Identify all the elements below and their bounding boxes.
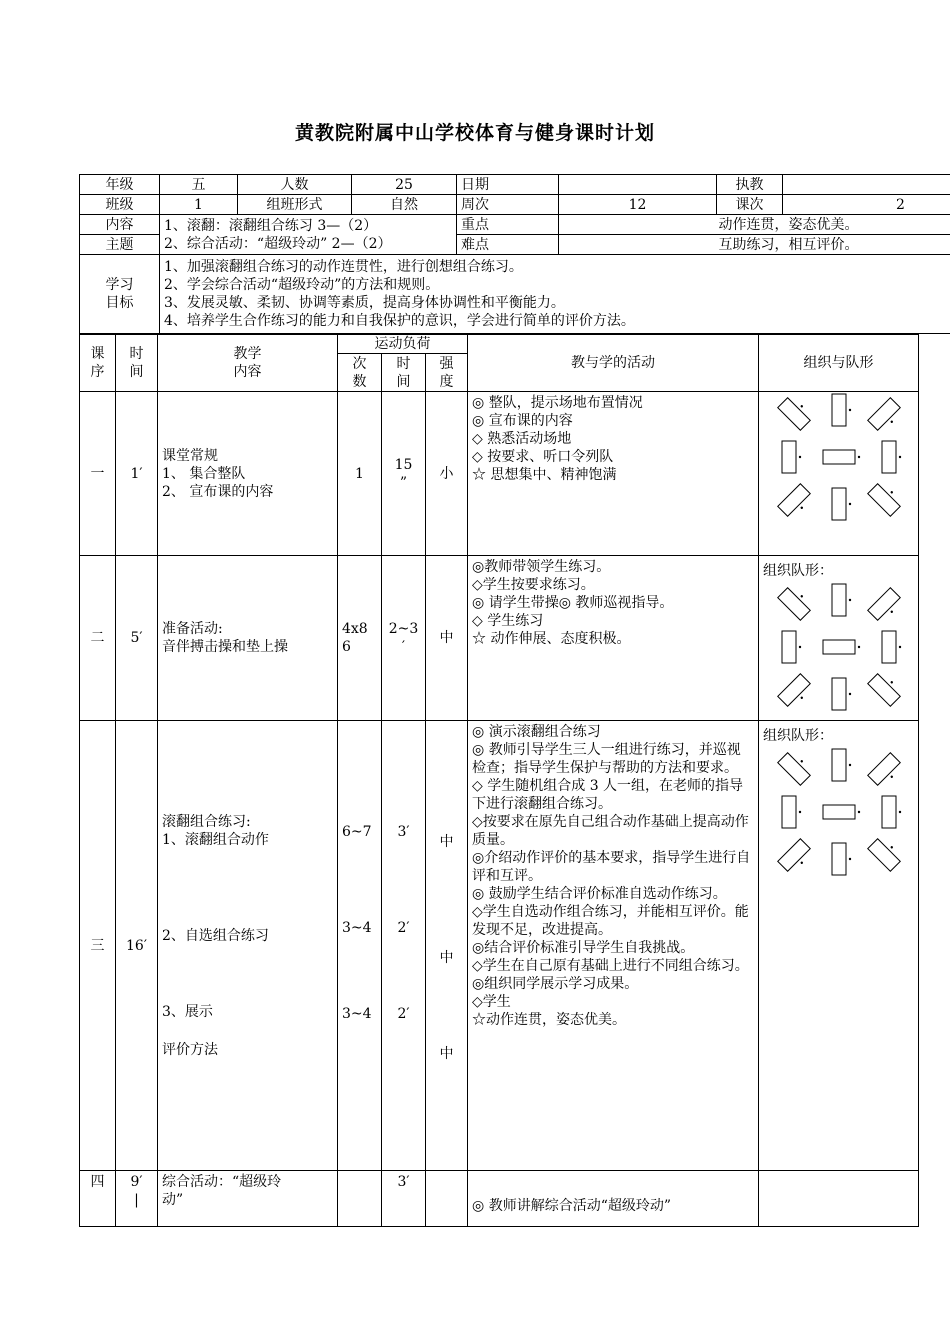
col-content-1: 教学 <box>233 346 262 362</box>
col-seq-2: 序 <box>90 364 105 380</box>
activity-item: ◇ 熟悉活动场地 <box>472 431 572 447</box>
mat-rect <box>823 805 855 819</box>
mat-rect <box>778 588 811 621</box>
count-label: 人数 <box>238 175 352 195</box>
activity-item: ◎结合评价标准引导学生自我挑战。 <box>472 940 695 956</box>
activity-item: ◎ 教师讲解综合活动“超级玲动” <box>472 1197 672 1214</box>
activity-item: ◎ 请学生带操◎ 教师巡视指导。 <box>472 595 674 611</box>
student-dot <box>858 646 860 648</box>
student-dot <box>849 503 851 505</box>
mat-rect <box>868 839 901 872</box>
activity-item: ◎组织同学展示学习成果。 <box>472 976 639 992</box>
content-line: 3、展示 <box>162 1004 213 1020</box>
time-bar: | <box>134 1192 139 1208</box>
student-dot <box>800 760 803 763</box>
content-line: 2、 宣布课的内容 <box>162 483 274 500</box>
formation-diagram <box>769 747 909 877</box>
col-int-2: 度 <box>439 373 454 390</box>
mat-rect <box>832 488 846 520</box>
mat-top-left <box>778 394 814 430</box>
lesson-label: 课次 <box>717 195 783 215</box>
mat-rect <box>778 839 811 872</box>
activity-item: ☆动作连贯，姿态优美。 <box>472 1012 627 1028</box>
row-activities <box>468 721 759 1171</box>
goal-item: 3、发展灵敏、柔韧、协调等素质，提高身体协调性和平衡能力。 <box>164 295 565 311</box>
content-lines <box>160 215 457 255</box>
int-line: 中 <box>439 950 454 966</box>
key-label: 重点 <box>457 215 559 235</box>
table-row <box>80 721 919 1171</box>
goal-item: 1、加强滚翻组合练习的动作连贯性，进行创想组合练习。 <box>164 259 523 275</box>
mat-top <box>832 749 851 781</box>
class-label: 班级 <box>80 195 160 215</box>
mat-left <box>782 441 801 473</box>
lesson-info-table <box>79 174 950 334</box>
content-label: 内容 <box>80 215 160 235</box>
student-dot <box>849 409 851 411</box>
formation-slot <box>763 392 914 522</box>
student-dot <box>799 811 801 813</box>
activity-item: ◎ 教师引导学生三人一组进行练习，并巡视检查；指导学生保护与帮助的方法和要求。 <box>472 742 741 776</box>
mat-top-right <box>868 398 904 434</box>
grade-label: 年级 <box>80 175 160 195</box>
col-load: 运动负荷 <box>338 335 468 354</box>
mat-rect <box>832 843 846 875</box>
goals-list <box>160 255 950 334</box>
col-int <box>426 354 468 392</box>
mat-rect <box>882 441 896 473</box>
dur-line: ” <box>399 474 408 491</box>
mat-bottom <box>832 488 851 520</box>
mat-left <box>782 631 801 663</box>
student-dot <box>800 861 803 864</box>
date-label: 日期 <box>457 175 559 195</box>
row-org <box>759 721 919 1171</box>
formation-slot <box>763 582 914 712</box>
content-line: 动” <box>162 1192 184 1208</box>
formation-diagram <box>769 392 909 522</box>
activity-item: ◇学生 <box>472 994 511 1010</box>
difficulty-label: 难点 <box>457 235 559 255</box>
student-dot <box>849 764 851 766</box>
row-org <box>759 556 919 721</box>
activity-item: ◎ 演示滚翻组合练习 <box>472 724 601 740</box>
col-content-2: 内容 <box>233 364 262 380</box>
row-activities <box>468 556 759 721</box>
mat-rect <box>868 398 901 431</box>
student-dot <box>849 858 851 860</box>
mat-bottom-left <box>778 674 814 710</box>
mat-rect <box>823 640 855 654</box>
page-title: 黄教院附属中山学校体育与健身课时计划 <box>294 122 655 144</box>
student-dot <box>800 405 803 408</box>
teacher-value <box>783 175 950 195</box>
activity-item: ☆ 思想集中、精神饱满 <box>472 467 617 483</box>
dur-line: 2′ <box>397 920 410 936</box>
row-activities <box>468 392 759 556</box>
row-seq: 二 <box>80 556 116 721</box>
mat-top-left <box>778 749 814 785</box>
student-dot <box>890 420 893 423</box>
org-label: 组织队形： <box>763 563 834 579</box>
mat-right <box>882 441 901 473</box>
activity-item: ◎ 整队，提示场地布置情况 <box>472 395 643 411</box>
mat-bottom-left <box>778 484 814 520</box>
goal-label <box>80 255 160 334</box>
col-dur-1: 时 <box>396 355 411 372</box>
col-times-2: 数 <box>352 373 367 390</box>
student-dot <box>799 456 801 458</box>
row-org <box>759 392 919 556</box>
mat-rect <box>868 674 901 707</box>
mat-top-left <box>778 584 814 620</box>
mat-rect <box>882 796 896 828</box>
activity-item: ◇ 学生随机组合成 3 人一组，在老师的指导下进行滚翻组合练习。 <box>472 778 744 812</box>
row-content <box>158 721 338 1171</box>
mat-top-right <box>868 753 904 789</box>
row-times <box>338 721 382 1171</box>
row-content <box>158 392 338 556</box>
student-dot <box>800 595 803 598</box>
student-dot <box>890 681 893 684</box>
goal-item: 4、培养学生合作练习的能力和自我保护的意识，学会进行简单的评价方法。 <box>164 313 635 329</box>
col-times-1: 次 <box>352 355 367 372</box>
mat-rect <box>832 749 846 781</box>
student-dot <box>899 811 901 813</box>
content-line: 评价方法 <box>162 1042 218 1058</box>
activity-item: ◇按要求在原先自己组合动作基础上提高动作质量。 <box>472 814 749 848</box>
mat-right <box>882 631 901 663</box>
org-label: 组织队形： <box>763 728 834 744</box>
activity-item: ◎介绍动作评价的基本要求，指导学生进行自评和互评。 <box>472 850 751 884</box>
formation-diagram <box>769 582 909 712</box>
row-org <box>759 1171 919 1227</box>
row-times <box>338 1171 382 1227</box>
mat-rect <box>868 588 901 621</box>
form-value: 自然 <box>352 195 457 215</box>
row-seq: 三 <box>80 721 116 1171</box>
mat-bottom-right <box>868 480 904 516</box>
col-time <box>116 335 158 392</box>
content-line: 综合活动：“超级玲 <box>162 1174 282 1190</box>
content-line: 2、自选组合练习 <box>162 928 269 944</box>
content-line: 1、滚翻组合动作 <box>162 832 269 848</box>
mat-center <box>823 805 860 819</box>
mat-top-right <box>868 588 904 624</box>
mat-rect <box>782 796 796 828</box>
times-line: 3~4 <box>342 1006 372 1022</box>
table-row <box>80 556 919 721</box>
student-dot <box>890 491 893 494</box>
row-content <box>158 1171 338 1227</box>
col-time-2: 间 <box>129 364 144 380</box>
mat-rect <box>868 753 901 786</box>
activity-item: ◇学生自选动作组合练习，并能相互评价。能发现不足，改进提高。 <box>472 904 749 938</box>
col-activity: 教与学的活动 <box>468 335 759 392</box>
activity-item: ◎ 鼓励学生结合评价标准自选动作练习。 <box>472 886 727 902</box>
mat-bottom-left <box>778 839 814 875</box>
row-seq: 四 <box>80 1171 116 1227</box>
dur-line: ′ <box>401 639 406 655</box>
student-dot <box>800 506 803 509</box>
dur-line: 3′ <box>397 824 410 840</box>
mat-rect <box>778 484 811 517</box>
time-line: 9′ <box>130 1174 143 1190</box>
mat-rect <box>823 450 855 464</box>
mat-bottom <box>832 678 851 710</box>
row-intensity <box>426 721 468 1171</box>
student-dot <box>799 646 801 648</box>
week-value: 12 <box>559 195 717 215</box>
activity-item: ◇学生在自己原有基础上进行不同组合练习。 <box>472 958 749 974</box>
row-times: 4x8 6 <box>338 556 382 721</box>
activity-item: ◇ 按要求、听口令列队 <box>472 449 614 465</box>
goal-label-1: 学习 <box>105 277 134 293</box>
row-dur <box>382 556 426 721</box>
student-dot <box>890 775 893 778</box>
row-activities <box>468 1171 759 1227</box>
lesson-plan-table <box>79 334 919 1227</box>
mat-bottom <box>832 843 851 875</box>
key-value: 动作连贯，姿态优美。 <box>559 215 950 235</box>
row-intensity: 中 <box>426 556 468 721</box>
row-time: 1′ <box>116 392 158 556</box>
week-label: 周次 <box>457 195 559 215</box>
mat-center <box>823 450 860 464</box>
count-value: 25 <box>352 175 457 195</box>
student-dot <box>849 599 851 601</box>
mat-rect <box>782 441 796 473</box>
mat-rect <box>832 584 846 616</box>
col-seq <box>80 335 116 392</box>
content-line-2: 2、综合活动：“超级玲动” 2—（2） <box>164 235 392 252</box>
dur-line: 2~3 <box>388 621 419 637</box>
mat-rect <box>778 674 811 707</box>
int-line: 中 <box>439 834 454 850</box>
row-time: 5′ <box>116 556 158 721</box>
lesson-value: 2 <box>783 195 950 215</box>
dur-line: 15 <box>394 456 413 473</box>
row-dur: 3′ <box>382 1171 426 1227</box>
goal-label-2: 目标 <box>105 295 134 311</box>
activity-item: ☆ 动作伸展、态度积极。 <box>472 631 631 647</box>
form-label: 组班形式 <box>238 195 352 215</box>
row-time: 16′ <box>116 721 158 1171</box>
mat-rect <box>832 678 846 710</box>
mat-rect <box>778 398 811 431</box>
student-dot <box>899 646 901 648</box>
row-time <box>116 1171 158 1227</box>
col-dur-2: 间 <box>396 373 411 390</box>
row-seq: 一 <box>80 392 116 556</box>
col-times <box>338 354 382 392</box>
activity-item: ◇学生按要求练习。 <box>472 577 595 593</box>
row-times: 1 <box>338 392 382 556</box>
mat-rect <box>782 631 796 663</box>
col-org: 组织与队形 <box>759 335 919 392</box>
mat-top <box>832 584 851 616</box>
student-dot <box>800 696 803 699</box>
activity-item: ◎ 宣布课的内容 <box>472 413 573 429</box>
mat-rect <box>778 753 811 786</box>
content-line: 音伴搏击操和垫上操 <box>162 639 288 655</box>
row-intensity: 小 <box>426 392 468 556</box>
content-line: 准备活动: <box>162 621 223 637</box>
times-line: 3~4 <box>342 920 372 936</box>
row-intensity <box>426 1171 468 1227</box>
content-line: 1、 集合整队 <box>162 465 246 482</box>
mat-left <box>782 796 801 828</box>
mat-bottom-right <box>868 670 904 706</box>
col-time-1: 时 <box>129 346 144 362</box>
topic-label: 主题 <box>80 235 160 255</box>
mat-rect <box>832 394 846 426</box>
class-value: 1 <box>160 195 238 215</box>
col-content <box>158 335 338 392</box>
row-dur <box>382 721 426 1171</box>
content-line: 滚翻组合练习: <box>162 814 251 830</box>
difficulty-value: 互助练习，相互评价。 <box>559 235 950 255</box>
formation-slot <box>763 747 914 877</box>
activity-item: ◇ 学生练习 <box>472 613 544 629</box>
student-dot <box>890 610 893 613</box>
col-int-1: 强 <box>439 355 454 372</box>
mat-rect <box>868 484 901 517</box>
mat-top <box>832 394 851 426</box>
dur-line: 2′ <box>397 1006 410 1022</box>
date-value <box>559 175 717 195</box>
mat-center <box>823 640 860 654</box>
row-content <box>158 556 338 721</box>
mat-bottom-right <box>868 835 904 871</box>
goal-item: 2、学会综合活动“超级玲动”的方法和规则。 <box>164 277 440 293</box>
mat-right <box>882 796 901 828</box>
content-line: 课堂常规 <box>162 447 218 464</box>
row-dur <box>382 392 426 556</box>
teacher-label: 执教 <box>717 175 783 195</box>
grade-value: 五 <box>160 175 238 195</box>
content-line-1: 1、滚翻：滚翻组合练习 3—（2） <box>164 217 378 234</box>
col-seq-1: 课 <box>90 346 105 362</box>
times-line: 6~7 <box>342 824 372 840</box>
table-row <box>80 1171 919 1227</box>
student-dot <box>858 811 860 813</box>
int-line: 中 <box>439 1046 454 1062</box>
table-row <box>80 392 919 556</box>
activity-item: ◎教师带领学生练习。 <box>472 559 611 575</box>
student-dot <box>890 846 893 849</box>
student-dot <box>899 456 901 458</box>
student-dot <box>858 456 860 458</box>
mat-rect <box>882 631 896 663</box>
student-dot <box>849 693 851 695</box>
col-dur <box>382 354 426 392</box>
